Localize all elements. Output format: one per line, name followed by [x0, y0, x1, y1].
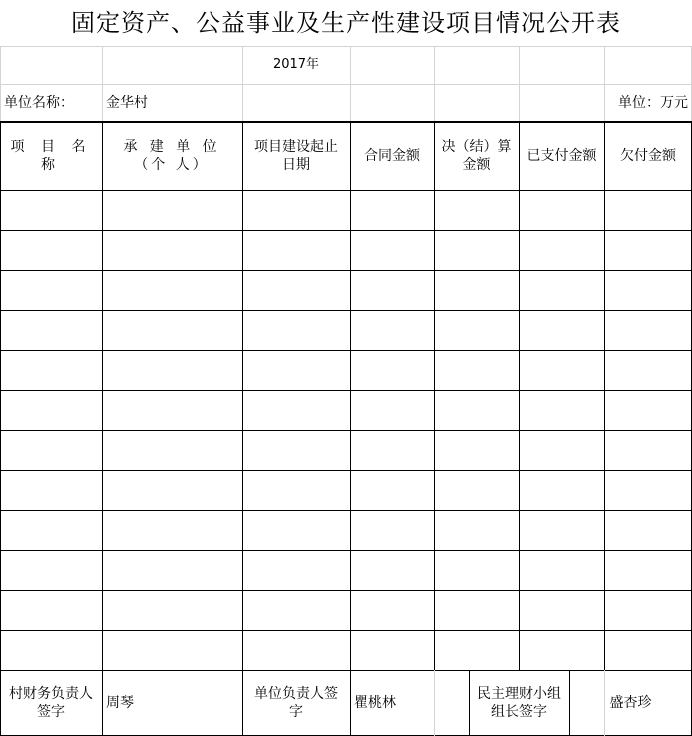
grid-vline [519, 121, 520, 670]
header-period-line2: 日期 [282, 157, 310, 173]
grid-vline [0, 121, 1, 670]
unit-name-value: 金华村 [106, 95, 148, 111]
grid-hline [0, 590, 692, 591]
grid-hline [0, 350, 692, 351]
grid-vline [350, 121, 351, 670]
grid-vline [0, 670, 1, 736]
grid-vline [350, 670, 351, 736]
grid-hline [0, 190, 692, 191]
grid-hline [0, 510, 692, 511]
header-settlement-line1: 决（结）算 [441, 139, 512, 155]
header-owed-amount: 欠付金额 [620, 148, 676, 164]
footer-finance-label-line1: 村财务负责人 [9, 686, 93, 702]
grid-vline [604, 46, 605, 122]
footer-unit-head-name: 瞿桃林 [354, 695, 396, 711]
header-paid-amount: 已支付金额 [526, 148, 597, 164]
grid-hline [0, 270, 692, 271]
header-period-line1: 项目建设起止 [254, 139, 338, 155]
grid-hline [0, 121, 692, 123]
grid-hline [0, 670, 692, 671]
unit-name-label: 单位名称： [4, 95, 74, 111]
grid-vline [242, 670, 243, 736]
grid-hline [0, 84, 692, 85]
footer-group-label-line1: 民主理财小组 [477, 686, 561, 702]
page-title: 固定资产、公益事业及生产性建设项目情况公开表 [71, 9, 621, 37]
grid-hline [0, 470, 692, 471]
grid-vline [569, 670, 570, 736]
header-settlement [434, 122, 519, 190]
footer-group-name: 盛杏珍 [609, 695, 652, 711]
header-contract-amount: 合同金额 [364, 148, 420, 164]
footer-group-label-line2: 组长签字 [491, 704, 547, 720]
unit-measure-label: 单位：万元 [618, 95, 688, 111]
grid-vline [102, 670, 103, 736]
grid-hline [0, 430, 692, 431]
grid-vline [434, 121, 435, 670]
grid-vline [242, 121, 243, 670]
grid-hline [0, 46, 692, 47]
footer-unit-head-label [242, 670, 350, 736]
grid-vline [434, 46, 435, 122]
grid-vline [604, 121, 605, 670]
header-contractor-line2: （个 人） [134, 157, 210, 173]
footer-finance-name: 周琴 [106, 695, 134, 711]
grid-vline [434, 670, 435, 736]
footer-group-label [469, 670, 569, 736]
header-period [242, 122, 350, 190]
grid-hline [0, 630, 692, 631]
grid-vline [469, 670, 470, 736]
grid-vline [519, 46, 520, 122]
footer-finance-label [0, 670, 102, 736]
footer-finance-label-line2: 签字 [37, 704, 65, 720]
header-contractor-line1: 承 建 单 位 [123, 139, 221, 155]
grid-hline [0, 390, 692, 391]
header-contractor [102, 122, 242, 190]
grid-vline [350, 46, 351, 122]
header-project-name-text: 项 目 名 称 [10, 139, 92, 173]
footer-unit-head-label-line1: 单位负责人签 [254, 686, 338, 702]
grid-hline [0, 310, 692, 311]
grid-vline [102, 121, 103, 670]
grid-vline [0, 46, 1, 122]
grid-vline [102, 46, 103, 122]
header-project-name [0, 122, 102, 190]
grid-hline [0, 230, 692, 231]
grid-vline [604, 670, 605, 736]
year-label: 2017年 [272, 57, 320, 72]
grid-hline [0, 550, 692, 551]
header-settlement-line2: 金额 [462, 157, 491, 173]
footer-unit-head-label-line2: 字 [289, 704, 303, 720]
grid-vline [242, 46, 243, 122]
